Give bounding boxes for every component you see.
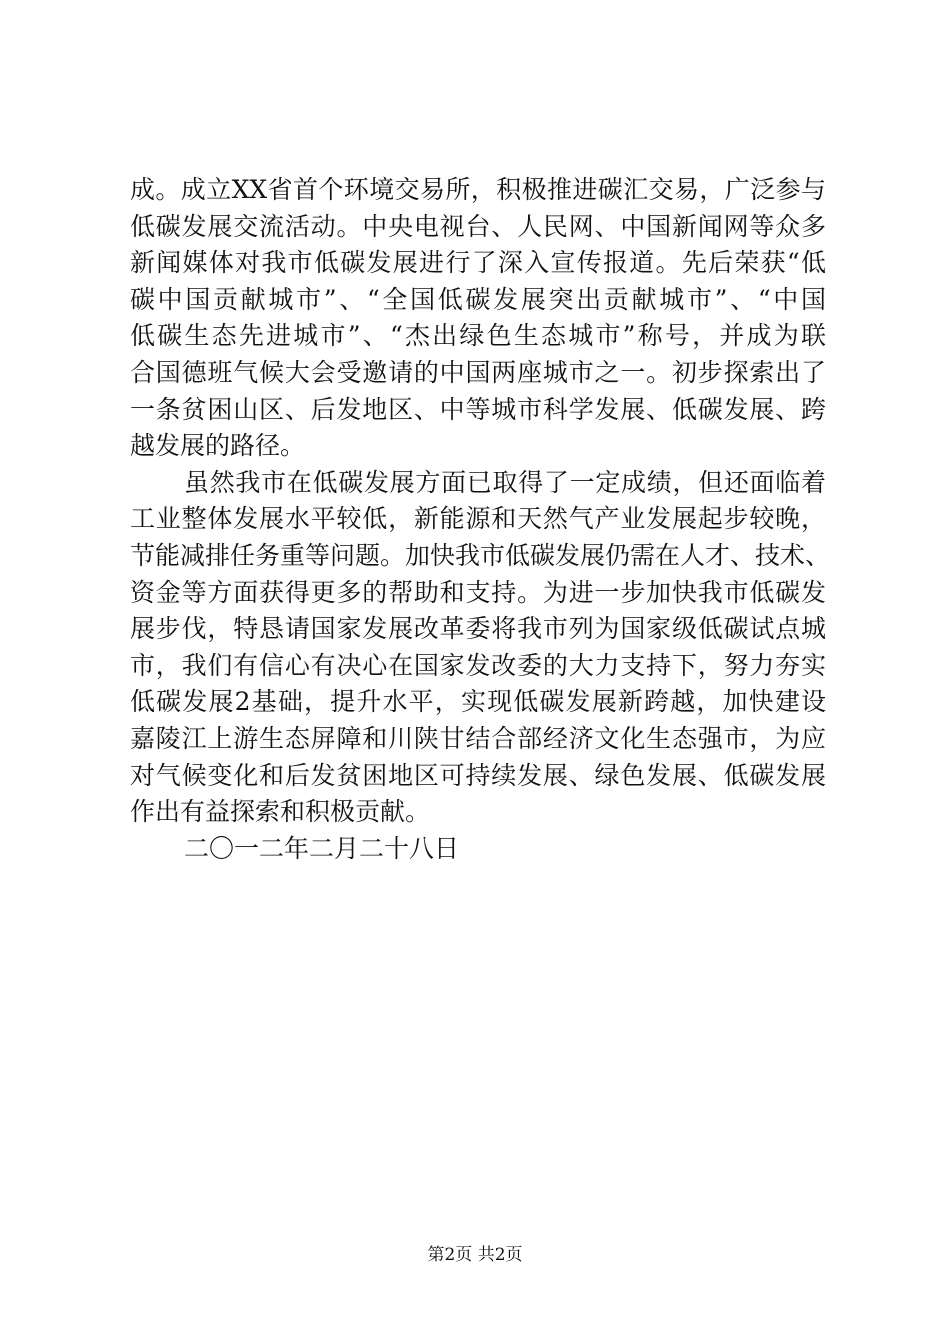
paragraph-2 xyxy=(130,465,831,831)
document-body xyxy=(130,172,831,867)
paragraph-1 xyxy=(130,172,826,465)
text-line: 嘉陵江上游生态屏障和川陕甘结合部经济文化生态强市，为应 xyxy=(130,723,826,753)
text-line: 低碳生态先进城市”、“杰出绿色生态城市”称号，并成为联 xyxy=(130,321,826,351)
text-line: 作出有益探索和积极贡献。 xyxy=(130,797,431,827)
text-line: 低碳发展交流活动。中央电视台、人民网、中国新闻网等众多 xyxy=(130,211,826,241)
text-line: 碳中国贡献城市”、“全国低碳发展突出贡献城市”、“中国 xyxy=(130,284,826,314)
text-line: 节能减排任务重等问题。加快我市低碳发展仍需在人才、技术、 xyxy=(130,540,831,570)
text-line: 虽然我市在低碳发展方面已取得了一定成绩，但还面临着 xyxy=(184,467,826,497)
text-line: 新闻媒体对我市低碳发展进行了深入宣传报道。先后荣获“低 xyxy=(130,248,826,278)
text-line: 低碳发展2基础，提升水平，实现低碳发展新跨越，加快建设 xyxy=(130,687,826,717)
text-line: 对气候变化和后发贫困地区可持续发展、绿色发展、低碳发展 xyxy=(130,760,826,790)
text-line: 展步伐，特恳请国家发展改革委将我市列为国家级低碳试点城 xyxy=(130,614,826,644)
page-number-footer: 第2页 共2页 xyxy=(427,1245,523,1265)
text-line: 资金等方面获得更多的帮助和支持。为进一步加快我市低碳发 xyxy=(130,577,826,607)
text-line: 市，我们有信心有决心在国家发改委的大力支持下，努力夯实 xyxy=(130,650,826,680)
text-line: 一条贫困山区、后发地区、中等城市科学发展、低碳发展、跨 xyxy=(130,394,826,424)
text-line: 合国德班气候大会受邀请的中国两座城市之一。初步探索出了 xyxy=(130,357,826,387)
text-line: 成。成立XX省首个环境交易所，积极推进碳汇交易，广泛参与 xyxy=(130,175,826,204)
text-line: 越发展的路径。 xyxy=(130,431,306,461)
text-line: 工业整体发展水平较低，新能源和天然气产业发展起步较晚， xyxy=(130,504,826,534)
document-date: 二〇一二年二月二十八日 xyxy=(184,833,460,863)
